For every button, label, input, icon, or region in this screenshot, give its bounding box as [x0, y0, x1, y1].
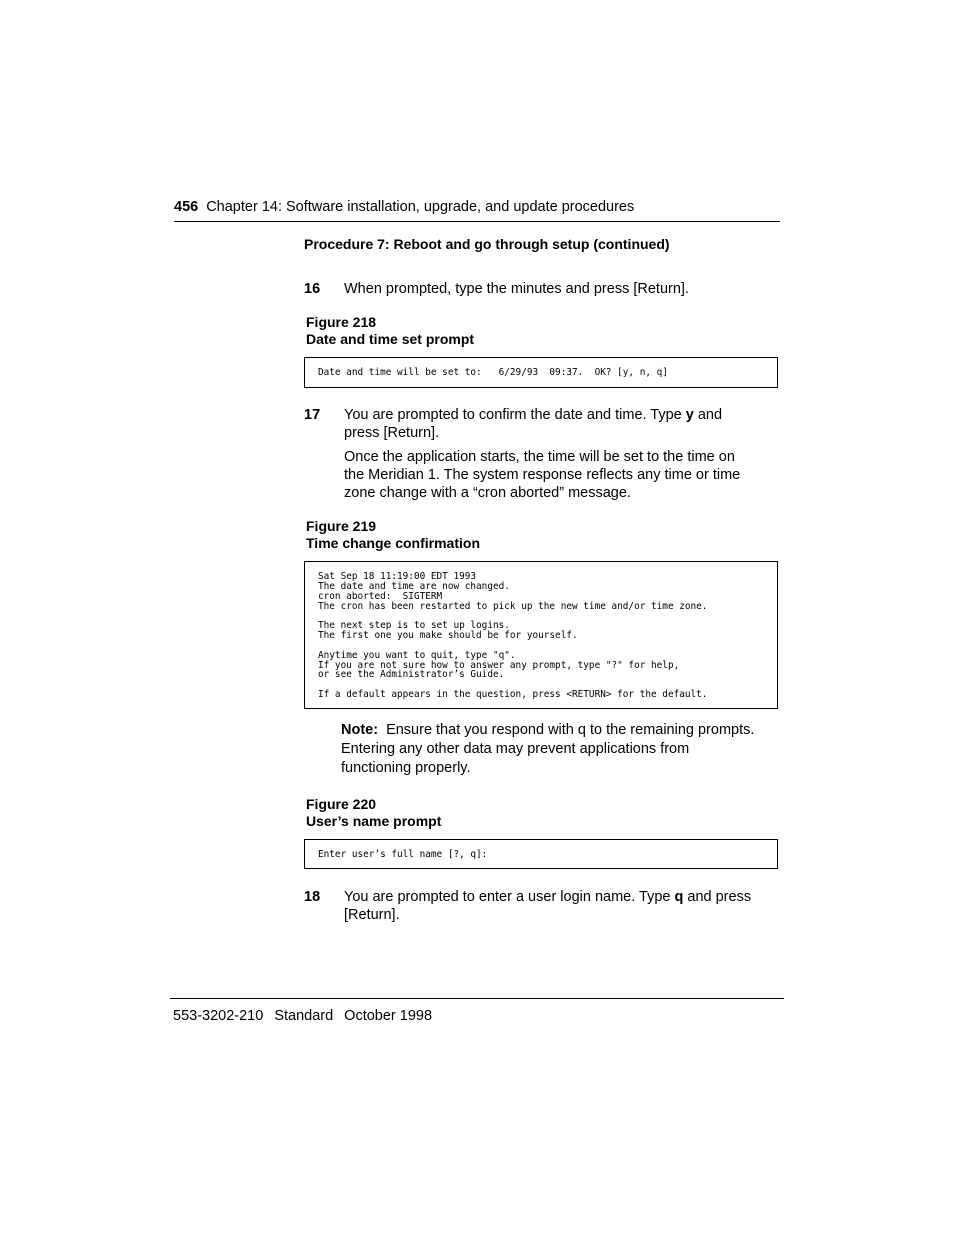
- figure-218-terminal: Date and time will be set to: 6/29/93 09:37. OK? [y, n, q]: [304, 357, 778, 388]
- step-text: You are prompted to enter a user login name. Type q and press [Return].: [344, 889, 752, 923]
- chapter-title: Chapter 14: Software installation, upgrade, and update procedures: [206, 199, 635, 215]
- step-number: 17: [304, 407, 321, 423]
- figure-label: Figure 218: [306, 314, 377, 330]
- step-text: When prompted, type the minutes and press [Return].: [344, 281, 689, 297]
- figure-caption: Time change confirmation: [306, 535, 480, 551]
- key-q: q: [674, 889, 684, 905]
- step-extra-text: Once the application starts, the time will be set to the time on the Meridian 1. The system response reflects any time or time zone change with a “cron aborted” message.: [344, 449, 741, 501]
- note: [341, 721, 761, 778]
- figure-220-heading: [306, 796, 441, 830]
- step-16: [304, 280, 756, 298]
- step-18: [304, 888, 756, 924]
- figure-220-terminal: Enter user’s full name [?, q]:: [304, 839, 778, 869]
- figure-label: Figure 219: [306, 518, 377, 534]
- page-number: 456: [174, 199, 199, 215]
- step-17: [304, 406, 756, 502]
- page-footer: [173, 1008, 443, 1024]
- figure-caption: Date and time set prompt: [306, 331, 475, 347]
- procedure-title: Procedure 7: Reboot and go through setup (continued): [304, 236, 670, 252]
- figure-218-heading: [306, 314, 474, 348]
- step-number: 16: [304, 281, 321, 297]
- doc-number: 553-3202-210: [173, 1008, 264, 1024]
- figure-219-terminal: Sat Sep 18 11:19:00 EDT 1993 The date and time are now changed. cron aborted: SIGTERM The cron has been restarted to pick up the new time and/or time zone. The next step is to set up logins. The first one you make should be for yourself. Anytime you want to quit, type "q". If you are not sure how to answer any prompt, type "?" for help, or see the Administrator’s Guide. If a default appears in the question, press <RETURN> for the default.: [304, 561, 778, 709]
- figure-label: Figure 220: [306, 796, 377, 812]
- note-text: Ensure that you respond with q to the remaining prompts. Entering any other data may prevent applications from functioning properly.: [341, 722, 755, 776]
- note-label: Note:: [341, 722, 379, 738]
- figure-219-heading: [306, 518, 480, 552]
- step-text: You are prompted to confirm the date and time. Type y and press [Return].: [344, 407, 723, 441]
- figure-caption: User’s name prompt: [306, 813, 442, 829]
- doc-status: Standard: [274, 1008, 334, 1024]
- step-number: 18: [304, 889, 321, 905]
- footer-rule: [170, 998, 784, 999]
- header-rule: [174, 221, 780, 222]
- doc-date: October 1998: [344, 1008, 433, 1024]
- page-header: [174, 199, 634, 215]
- key-y: y: [685, 407, 694, 423]
